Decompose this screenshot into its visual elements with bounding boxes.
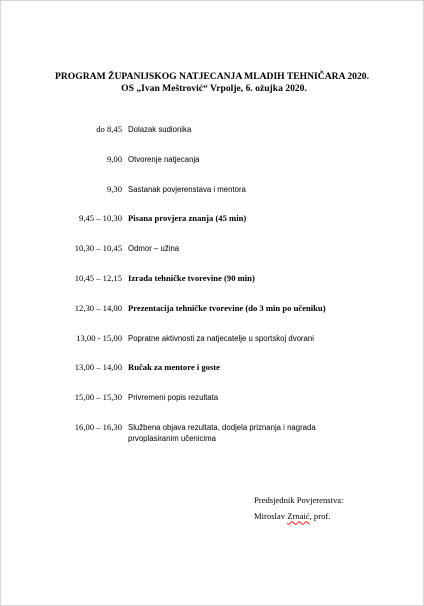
schedule-activity: Dolazak sudionika [128,125,192,134]
schedule-activity: Prezentacija tehničke tvorevine (do 3 min po učeniku) [128,302,326,313]
schedule-row [1,184,424,214]
schedule-row [1,333,424,363]
schedule-row [1,243,424,273]
schedule-time: 9,45 – 10,30 [79,213,122,224]
schedule-time: do 8,45 [96,124,122,134]
schedule-row [1,124,424,154]
schedule-time: 13,00 – 14,00 [74,362,122,373]
schedule-row [1,213,424,243]
schedule-activity: Privremeni popis rezultata [128,393,219,403]
schedule-row [1,422,424,452]
schedule-activity: Odmor – užina [128,244,180,254]
schedule-activity: Ručak za mentore i goste [128,362,220,373]
signature-first-name: Miroslav [254,510,288,521]
signature-name [254,509,344,525]
schedule-activity: Pisana provjera znanja (45 min) [128,213,247,224]
schedule-time: 9,00 [106,153,122,164]
signature-suffix: , prof. [309,510,331,521]
schedule-time: 10,30 – 10,45 [74,243,122,254]
schedule-row [1,362,424,392]
signature-role: Predsjednik Povjerenstva: [254,495,344,505]
schedule-activity: Popratne aktivnosti za natjecatelje u sportskoj dvorani [128,333,314,343]
schedule-time: 12,30 – 14,00 [74,302,122,313]
schedule-time: 10,45 – 12,15 [74,272,122,283]
schedule-activity: Otvorenje natjecanja [128,154,200,164]
schedule-row [1,303,424,333]
signature-block [254,493,344,524]
schedule-row [1,392,424,422]
title-line-program: PROGRAM ŽUPANIJSKOG NATJECANJA MLADIH TEHNIČARA 2020. [55,71,369,82]
schedule-activity: Sastanak povjerenstava i mentora [128,184,246,194]
schedule-time: 13,00 - 15,00 [76,332,122,343]
schedule-row [1,273,424,303]
signature-last-name: Zrnaić [287,510,310,521]
schedule-time: 15,00 – 15,30 [74,392,122,403]
document-title [1,71,423,94]
schedule-row [1,154,424,184]
schedule-activity: Službena objava rezultata, dodjela priznanja i nagrada prvoplasiranim učenicima [128,422,316,443]
schedule-list [1,124,424,452]
title-line-school-date: OS „Ivan Meštrović“ Vrpolje, 6. ožujka 2020. [121,82,307,94]
schedule-activity: Izrada tehničke tvorevine (90 min) [128,272,255,283]
schedule-time: 16,00 – 16,30 [74,421,122,432]
schedule-time: 9,30 [106,183,122,194]
